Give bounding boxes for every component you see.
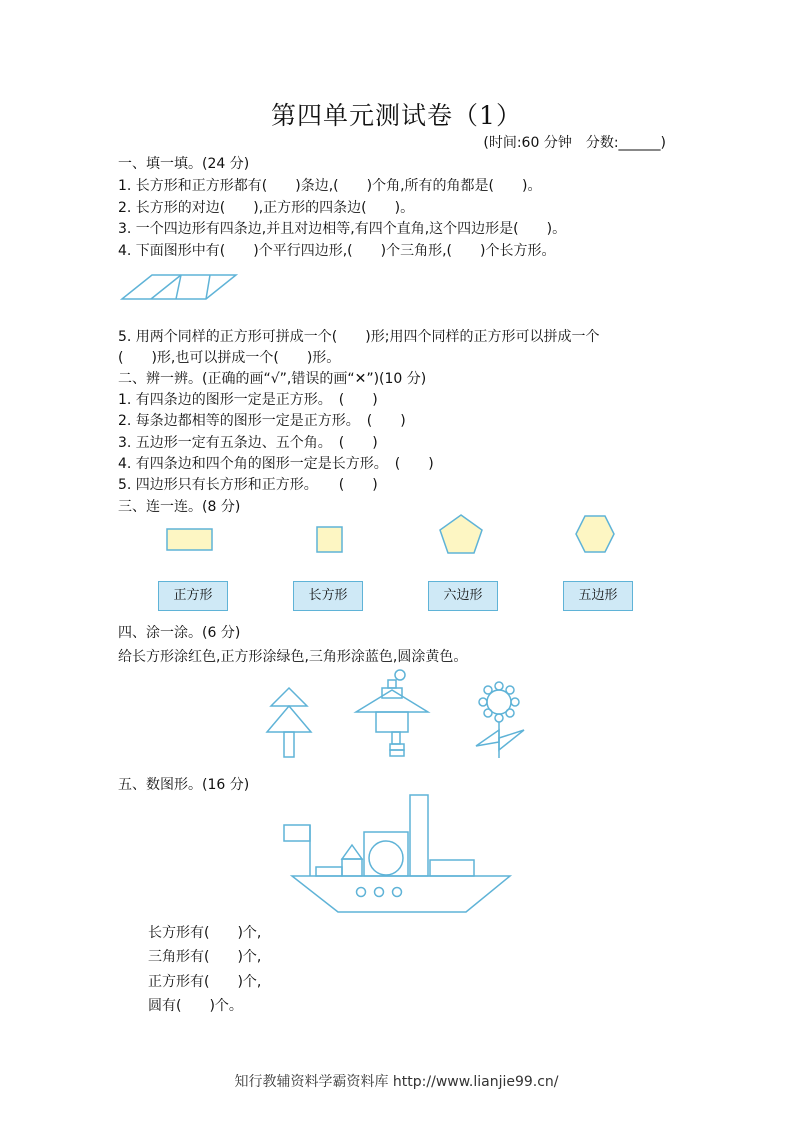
page-title: 第四单元测试卷（1） — [271, 101, 522, 130]
s2-question-5: 5. 四边形只有长方形和正方形。 ( ) — [118, 477, 378, 493]
count-circles: 圆有( )个。 — [148, 998, 243, 1014]
section-3-heading: 三、连一连。(8 分) — [118, 499, 241, 515]
s1-question-2: 2. 长方形的对边( ),正方形的四条边( )。 — [118, 200, 415, 216]
s2-question-3: 3. 五边形一定有五条边、五个角。 ( ) — [118, 435, 378, 451]
square-shape — [316, 526, 344, 554]
s1-question-3: 3. 一个四边形有四条边,并且对边相等,有四个直角,这个四边形是( )。 — [118, 221, 567, 237]
footer-watermark: 知行教辅资料学霸资料库 http://www.lianjie99.cn/ — [234, 1074, 559, 1090]
section-4-heading: 四、涂一涂。(6 分) — [118, 625, 241, 641]
s2-question-4: 4. 有四条边和四个角的图形一定是长方形。 ( ) — [118, 456, 434, 472]
section-5-heading: 五、数图形。(16 分) — [118, 777, 250, 793]
count-triangles: 三角形有( )个, — [148, 949, 262, 965]
tree-figure — [264, 686, 314, 760]
count-squares: 正方形有( )个, — [148, 974, 262, 990]
s2-question-1: 1. 有四条边的图形一定是正方形。 ( ) — [118, 392, 378, 408]
s2-question-2: 2. 每条边都相等的图形一定是正方形。 ( ) — [118, 413, 406, 429]
s1-question-5a: 5. 用两个同样的正方形可拼成一个( )形;用四个同样的正方形可以拼成一个 — [118, 329, 600, 345]
s1-question-1: 1. 长方形和正方形都有( )条边,( )个角,所有的角都是( )。 — [118, 178, 542, 194]
boat-figure — [288, 790, 514, 916]
flower-figure — [470, 680, 530, 760]
section-1-heading: 一、填一填。(24 分) — [118, 156, 250, 172]
hexagon-shape — [574, 514, 616, 554]
label-pentagon: 五边形 — [563, 581, 633, 611]
section-2-heading: 二、辨一辨。(正确的画“√”,错误的画“✕”)(10 分) — [118, 371, 427, 387]
s4-instruction: 给长方形涂红色,正方形涂绿色,三角形涂蓝色,圆涂黄色。 — [118, 649, 468, 665]
rectangle-shape — [166, 528, 214, 552]
s1-question-5b: ( )形,也可以拼成一个( )形。 — [118, 350, 341, 366]
s1-question-4: 4. 下面图形中有( )个平行四边形,( )个三角形,( )个长方形。 — [118, 243, 556, 259]
label-rectangle: 长方形 — [293, 581, 363, 611]
label-hexagon: 六边形 — [428, 581, 498, 611]
label-square: 正方形 — [158, 581, 228, 611]
count-rectangles: 长方形有( )个, — [148, 925, 262, 941]
parallelogram-strip-figure — [118, 270, 243, 305]
robot-figure — [352, 668, 432, 760]
time-score-line: (时间:60 分钟 分数:______) — [483, 135, 666, 151]
pentagon-shape — [438, 513, 484, 555]
